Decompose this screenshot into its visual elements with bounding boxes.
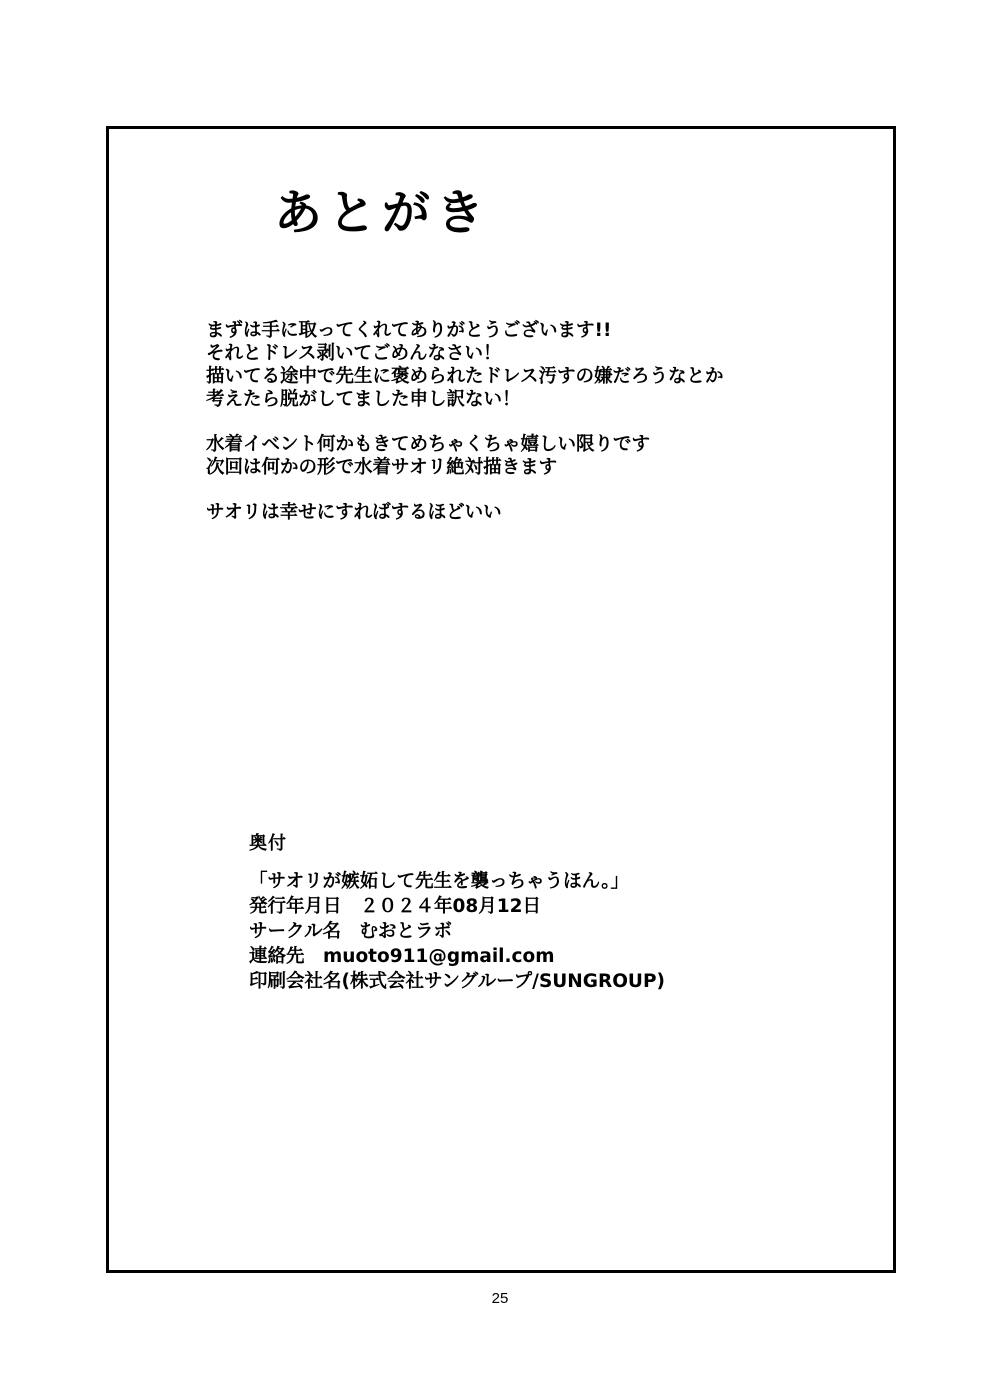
colophon-publish-date: 発行年月日 ２０２４年08月12日 — [249, 896, 541, 917]
afterword-line: 次回は何かの形で水着サオリ絶対描きます — [206, 457, 558, 478]
afterword-line: それとドレス剥いてごめんなさい！ — [206, 343, 502, 364]
afterword-paragraph — [206, 319, 846, 411]
afterword-paragraph — [206, 433, 846, 479]
colophon-heading: 奥付 — [249, 833, 287, 854]
colophon-title: 「サオリが嫉妬して先生を襲っちゃうほん。」 — [249, 871, 629, 892]
afterword-line: 水着イベント何かもきてめちゃくちゃ嬉しい限りです — [206, 434, 651, 455]
afterword-line: サオリは幸せにすればするほどいい — [206, 502, 502, 523]
colophon-circle-name: サークル名 むおとラボ — [249, 921, 452, 942]
page-number: 25 — [491, 1290, 509, 1307]
afterword-line: まずは手に取ってくれてありがとうございます!! — [206, 320, 612, 341]
afterword-line: 描いてる途中で先生に褒められたドレス汚すの嫌だろうなとか — [206, 366, 724, 387]
colophon-printer: 印刷会社名(株式会社サングループ/SUNGROUP) — [249, 971, 665, 992]
afterword-body — [206, 319, 846, 524]
afterword-title: あとがき — [274, 185, 491, 241]
colophon — [249, 829, 849, 994]
content-frame — [106, 126, 896, 1273]
afterword-line: 考えたら脱がしてました申し訳ない！ — [206, 389, 521, 410]
colophon-contact: 連絡先 muoto911@gmail.com — [249, 946, 555, 967]
afterword-paragraph — [206, 501, 846, 524]
